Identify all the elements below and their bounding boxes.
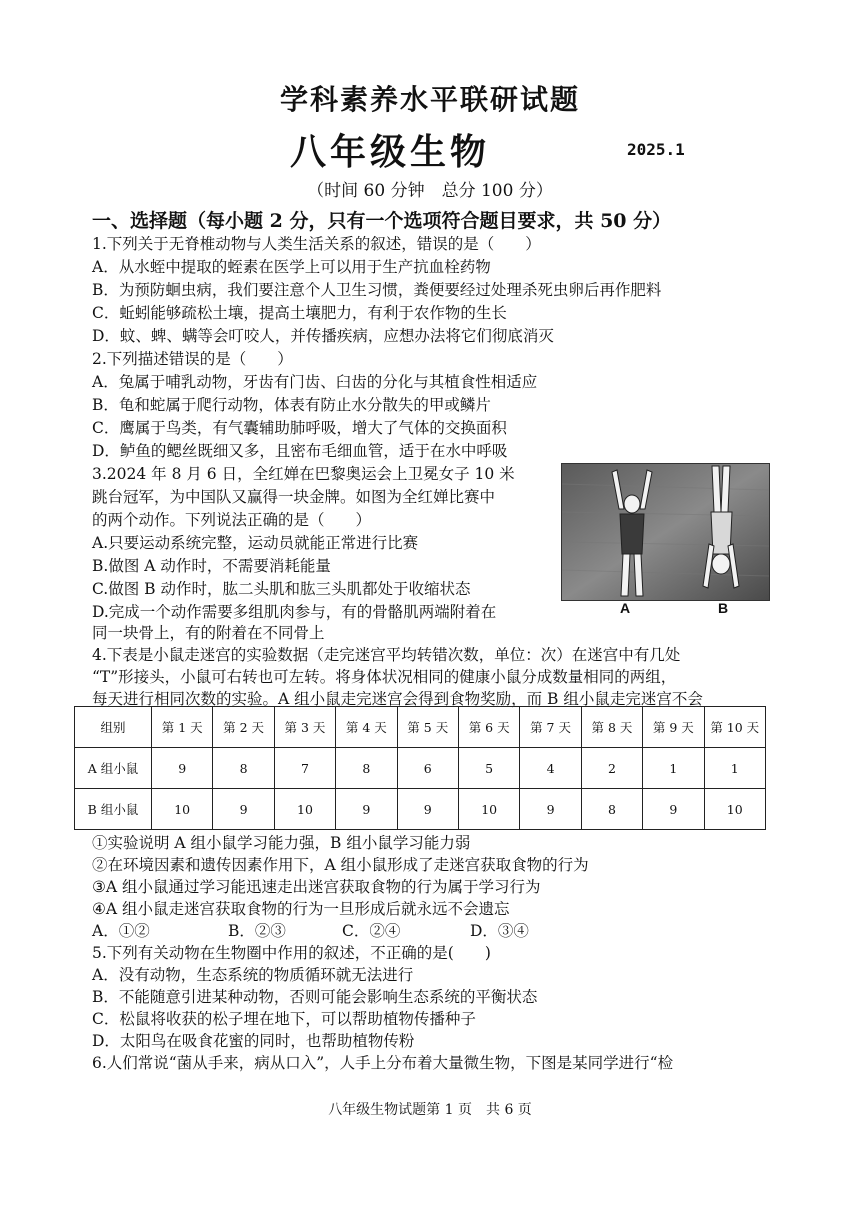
- table-cell: 7: [274, 748, 335, 789]
- table-cell: 9: [213, 789, 274, 830]
- page-footer: 八年级生物试题第 1 页 共 6 页: [328, 1102, 532, 1118]
- table-header-cell: 第 10 天: [704, 707, 765, 748]
- table-header-cell: 第 6 天: [458, 707, 519, 748]
- table-cell: 1: [704, 748, 765, 789]
- table-cell: A 组小鼠: [75, 748, 152, 789]
- question-4-line: “T”形接头，小鼠可右转也可左转。将身体状况相同的健康小鼠分成数量相同的两组，: [92, 668, 677, 686]
- table-row: [75, 789, 766, 830]
- question-1-option-a: A．从水蛭中提取的蛭素在医学上可以用于生产抗血栓药物: [92, 258, 491, 276]
- table-cell: 9: [397, 789, 458, 830]
- question-3-option-c: C.做图 B 动作时，肱二头肌和肱三头肌都处于收缩状态: [92, 580, 471, 598]
- table-cell: 5: [458, 748, 519, 789]
- question-4-option-c: C．②④: [342, 922, 401, 940]
- question-4-statement-2: ②在环境因素和遗传因素作用下，A 组小鼠形成了走迷宫获取食物的行为: [92, 856, 589, 874]
- table-header-cell: 第 9 天: [643, 707, 704, 748]
- diving-figure-graphic: [562, 464, 769, 600]
- question-4-line: 4.下表是小鼠走迷宫的实验数据（走完迷宫平均转错次数，单位：次）在迷宫中有几处: [92, 646, 681, 664]
- table-header-cell: 第 5 天: [397, 707, 458, 748]
- subject-title: 八年级生物: [289, 131, 490, 173]
- table-row: [75, 748, 766, 789]
- table-cell: 8: [213, 748, 274, 789]
- question-6-stem: 6.人们常说“菌从手来，病从口入”，人手上分布着大量微生物，下图是某同学进行“检: [92, 1054, 674, 1072]
- table-header-row: [75, 707, 766, 748]
- figure-label-a: A: [620, 600, 631, 616]
- question-5-stem: 5.下列有关动物在生物圈中作用的叙述，不正确的是( ): [92, 944, 491, 962]
- table-cell: 8: [336, 748, 397, 789]
- question-4-line: 每天进行相同次数的实验。A 组小鼠走完迷宫会得到食物奖励，而 B 组小鼠走完迷宫不会: [92, 690, 703, 708]
- question-1-option-c: C．蚯蚓能够疏松土壤，提高土壤肥力，有利于农作物的生长: [92, 304, 507, 322]
- question-5-option-c: C．松鼠将收获的松子埋在地下，可以帮助植物传播种子: [92, 1010, 476, 1028]
- question-3-option-a: A.只要运动系统完整，运动员就能正常进行比赛: [92, 534, 419, 552]
- table-header-cell: 第 3 天: [274, 707, 335, 748]
- table-cell: B 组小鼠: [75, 789, 152, 830]
- question-3-option-b: B.做图 A 动作时，不需要消耗能量: [92, 557, 331, 575]
- question-3-line: 跳台冠军，为中国队又赢得一块金牌。如图为全红婵比赛中: [92, 488, 496, 506]
- table-cell: 8: [581, 789, 642, 830]
- question-3-line: 3.2024 年 8 月 6 日，全红婵在巴黎奥运会上卫冕女子 10 米: [92, 465, 515, 483]
- question-1-option-d: D．蚊、蜱、螨等会叮咬人，并传播疾病，应想办法将它们彻底消灭: [92, 327, 554, 345]
- question-2-option-a: A．兔属于哺乳动物，牙齿有门齿、臼齿的分化与其植食性相适应: [92, 373, 538, 391]
- question-2-stem: 2.下列描述错误的是（ ）: [92, 350, 293, 368]
- question-2-option-d: D．鲈鱼的鳃丝既细又多，且密布毛细血管，适于在水中呼吸: [92, 442, 508, 460]
- table-header-cell: 第 1 天: [152, 707, 213, 748]
- question-2-option-b: B．龟和蛇属于爬行动物，体表有防止水分散失的甲或鳞片: [92, 396, 491, 414]
- diving-photo: [561, 463, 770, 601]
- section-heading: 一、选择题（每小题 2 分，只有一个选项符合题目要求，共 50 分）: [92, 210, 672, 232]
- question-1-stem: 1.下列关于无脊椎动物与人类生活关系的叙述，错误的是（ ）: [92, 235, 541, 253]
- table-cell: 10: [274, 789, 335, 830]
- question-4-statement-4: ④A 组小鼠走迷宫获取食物的行为一旦形成后就永远不会遗忘: [92, 900, 510, 918]
- table-cell: 9: [336, 789, 397, 830]
- question-4-statement-1: ①实验说明 A 组小鼠学习能力强，B 组小鼠学习能力弱: [92, 834, 471, 852]
- table-cell: 9: [643, 789, 704, 830]
- question-3-option-d: D.完成一个动作需要多组肌肉参与，有的骨骼肌两端附着在: [92, 603, 497, 621]
- question-3-line: 的两个动作。下列说法正确的是（ ）: [92, 511, 372, 529]
- table-header-cell: 第 4 天: [336, 707, 397, 748]
- question-1-option-b: B．为预防蛔虫病，我们要注意个人卫生习惯，粪便要经过处理杀死虫卵后再作肥料: [92, 281, 662, 299]
- table-header-cell: 第 7 天: [520, 707, 581, 748]
- table-cell: 4: [520, 748, 581, 789]
- table-cell: 10: [458, 789, 519, 830]
- maze-data-table: [74, 706, 766, 830]
- question-4-option-b: B．②③: [228, 922, 286, 940]
- question-2-option-c: C．鹰属于鸟类，有气囊辅助肺呼吸，增大了气体的交换面积: [92, 419, 507, 437]
- time-info: （时间 60 分钟 总分 100 分）: [307, 181, 553, 201]
- question-4-option-a: A．①②: [92, 922, 150, 940]
- question-4-option-d: D．③④: [470, 922, 529, 940]
- table-cell: 10: [152, 789, 213, 830]
- question-3-option-d-cont: 同一块骨上，有的附着在不同骨上: [92, 624, 325, 642]
- exam-date: 2025.1: [627, 140, 685, 159]
- exam-title: 学科素养水平联研试题: [279, 83, 580, 116]
- table-cell: 2: [581, 748, 642, 789]
- question-5-option-d: D．太阳鸟在吸食花蜜的同时，也帮助植物传粉: [92, 1032, 415, 1050]
- table-cell: 1: [643, 748, 704, 789]
- table-cell: 10: [704, 789, 765, 830]
- table-header-cell: 第 8 天: [581, 707, 642, 748]
- table-header-cell: 第 2 天: [213, 707, 274, 748]
- question-5-option-b: B．不能随意引进某种动物，否则可能会影响生态系统的平衡状态: [92, 988, 538, 1006]
- table-cell: 9: [520, 789, 581, 830]
- figure-label-b: B: [718, 600, 729, 616]
- table-header-cell: 组别: [75, 707, 152, 748]
- table-cell: 6: [397, 748, 458, 789]
- table-cell: 9: [152, 748, 213, 789]
- question-4-statement-3: ③A 组小鼠通过学习能迅速走出迷宫获取食物的行为属于学习行为: [92, 878, 541, 896]
- question-5-option-a: A．没有动物，生态系统的物质循环就无法进行: [92, 966, 414, 984]
